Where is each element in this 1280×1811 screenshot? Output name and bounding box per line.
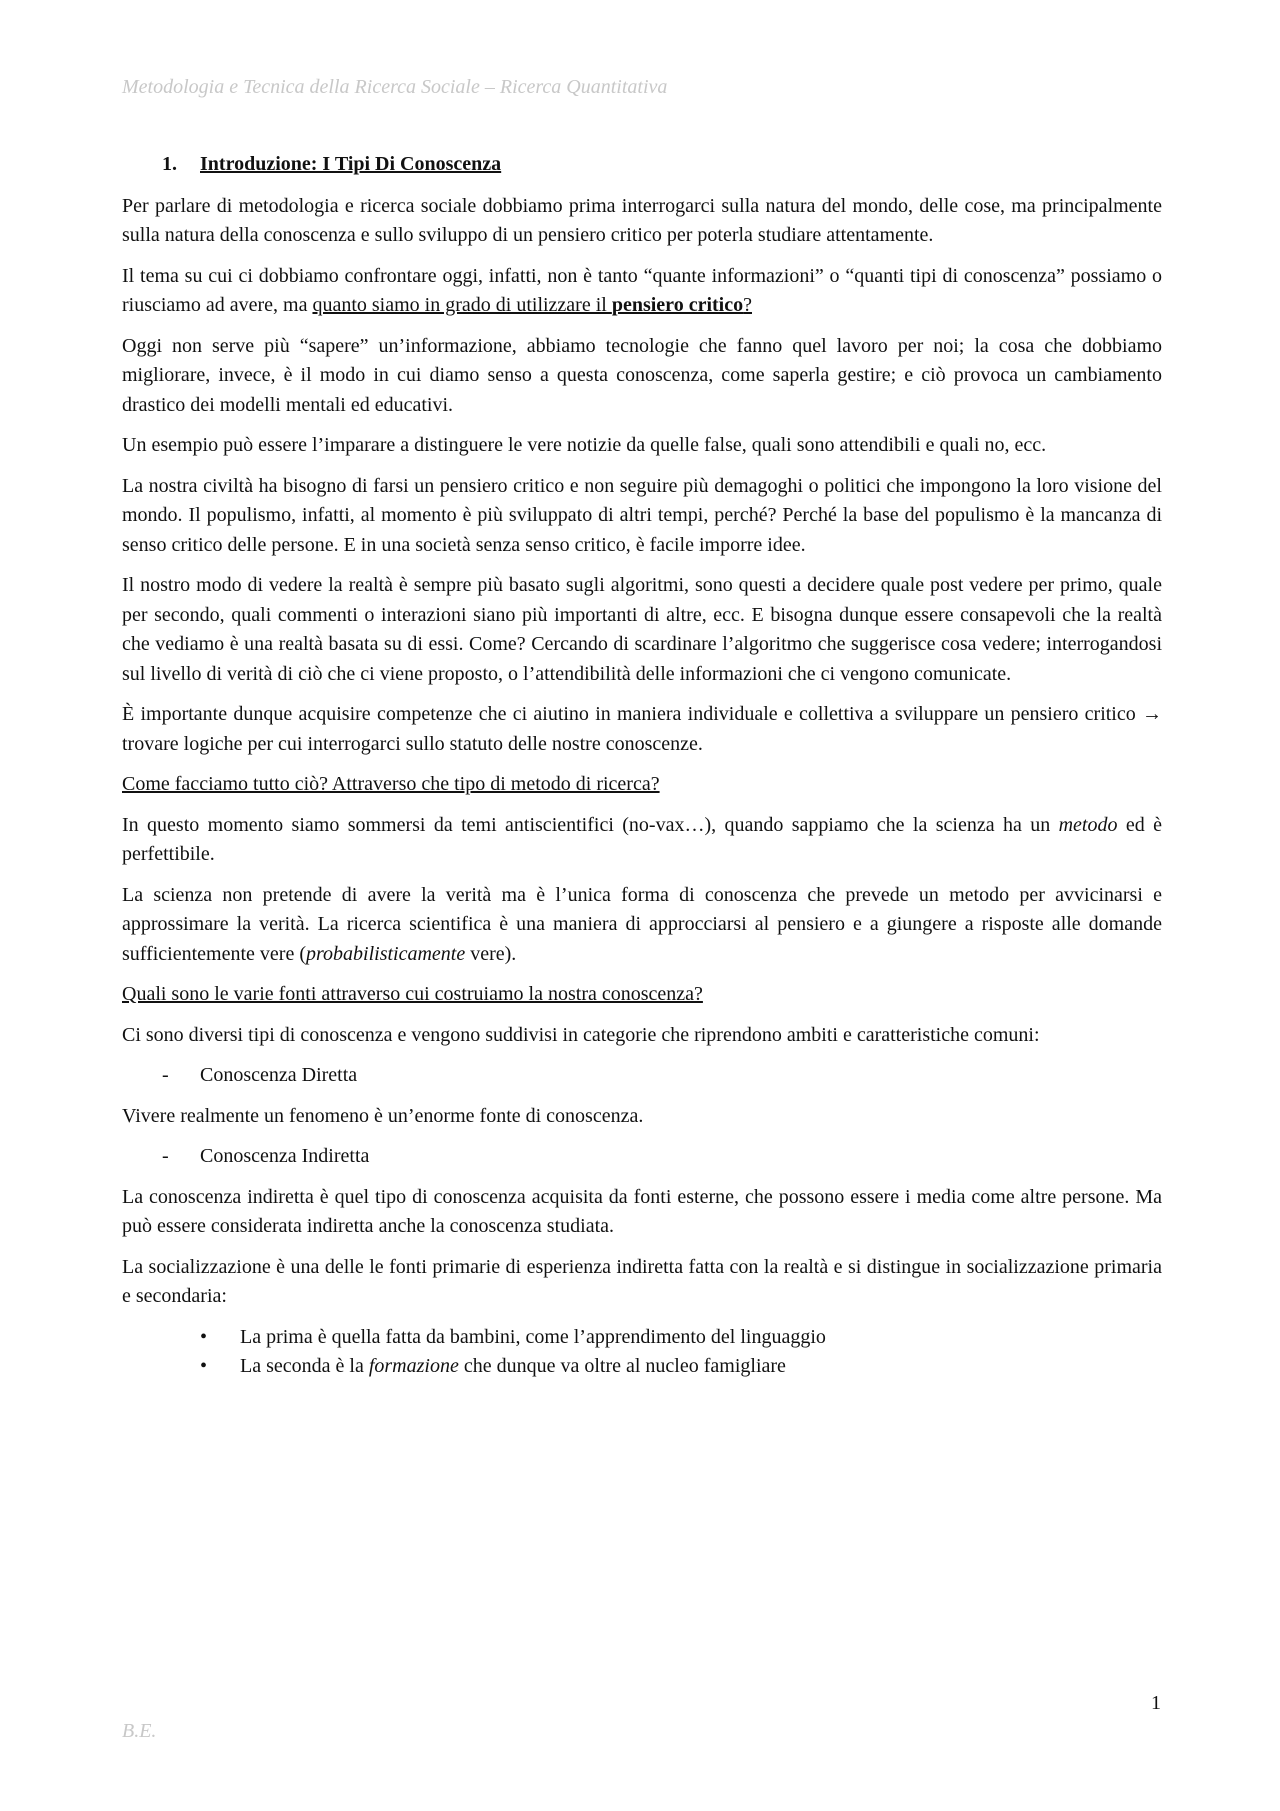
dash-marker: - — [162, 1064, 169, 1086]
paragraph: La socializzazione è una delle le fonti primarie di esperienza indiretta fatta con la realtà e si distingue in socializzazione primaria e secondaria: — [122, 1255, 1162, 1307]
bullet-list — [122, 1323, 1162, 1382]
section-title: Introduzione: I Tipi Di Conoscenza — [200, 153, 502, 175]
paragraph: Il tema su cui ci dobbiamo confrontare oggi, infatti, non è tanto “quante informazioni” o “quanti tipi di conoscenza” possiamo o riusciamo ad avere, ma quanto siamo in grado di utilizzare il pensiero critico? — [122, 264, 1162, 316]
paragraph: La nostra civiltà ha bisogno di farsi un pensiero critico e non seguire più demagoghi o politici che impongono la loro visione del mondo. Il populismo, infatti, al momento è più sviluppato di altri tempi, perché? Perché la base del populismo è la mancanza di senso critico delle persone. E in una società senza senso critico, è facile imporre idee. — [122, 474, 1162, 556]
page-number: 1 — [1151, 1692, 1161, 1714]
dash-list-item: - Conoscenza Indiretta — [122, 1142, 1162, 1172]
paragraph: Un esempio può essere l’imparare a distinguere le vere notizie da quelle false, quali sono attendibili e quali no, ecc. — [122, 434, 1047, 456]
page-header: Metodologia e Tecnica della Ricerca Sociale – Ricerca Quantitativa — [122, 76, 668, 98]
paragraph: Oggi non serve più “sapere” un’informazione, abbiamo tecnologie che fanno quel lavoro per noi; la cosa che dobbiamo migliorare, invece, è il modo in cui diamo senso a questa conoscenza, come saperla gestire; e ciò provoca un cambiamento drastico dei modelli mentali ed educativi. — [122, 334, 1162, 416]
bullet-icon: • — [200, 1355, 208, 1377]
bullet-icon: • — [200, 1325, 208, 1348]
paragraph: Vivere realmente un fenomeno è un’enorme fonte di conoscenza. — [122, 1104, 644, 1127]
list-item: • La prima è quella fatta da bambini, come l’apprendimento del linguaggio — [122, 1323, 1162, 1353]
section-heading — [122, 150, 1162, 180]
paragraph: La conoscenza indiretta è quel tipo di conoscenza acquisita da fonti esterne, che possono essere i media come altre persone. Ma può essere considerata indiretta anche la conoscenza studiata. — [122, 1185, 1162, 1237]
paragraph: Ci sono diversi tipi di conoscenza e vengono suddivisi in categorie che riprendono ambiti e caratteristiche comuni: — [122, 1023, 1040, 1046]
dash-list-item: - Conoscenza Diretta — [122, 1061, 1162, 1091]
page-footer: B.E. — [122, 1720, 157, 1742]
list-item: • La seconda è la formazione che dunque va oltre al nucleo famigliare — [122, 1352, 1162, 1382]
question-heading: Quali sono le varie fonti attraverso cui costruiamo la nostra conoscenza? — [122, 983, 703, 1005]
paragraph: Per parlare di metodologia e ricerca sociale dobbiamo prima interrogarci sulla natura del mondo, delle cose, ma principalmente sulla natura della conoscenza e sullo sviluppo di un pensiero critico per poterla studiare attentamente. — [122, 194, 1162, 246]
paragraph: È importante dunque acquisire competenze che ci aiutino in maniera individuale e collettiva a sviluppare un pensiero critico → trovare logiche per cui interrogarci sullo statuto delle nostre conoscenze. — [122, 703, 1162, 755]
section-number: 1. — [162, 153, 177, 175]
paragraph: Il nostro modo di vedere la realtà è sempre più basato sugli algoritmi, sono questi a decidere quale post vedere per primo, quale per secondo, quali commenti o interazioni siano più importanti di altre, ecc. E bisogna dunque essere consapevoli che la realtà che vediamo è una realtà basata su di essi. Come? Cercando di scardinare l’algoritmo che suggerisce cosa vedere; interrogandosi sul livello di verità di ciò che ci viene proposto, o l’attendibilità delle informazioni che ci vengono comunicate. — [122, 574, 1162, 685]
dash-marker: - — [162, 1145, 169, 1167]
page-content — [122, 150, 1162, 1382]
paragraph: La scienza non pretende di avere la verità ma è l’unica forma di conoscenza che prevede un metodo per avvicinarsi e approssimare la verità. La ricerca scientifica è una maniera di approcciarsi al pensiero e a giungere a risposte alle domande sufficientemente vere (probabilisticamente vere). — [122, 883, 1162, 965]
question-heading: Come facciamo tutto ciò? Attraverso che tipo di metodo di ricerca? — [122, 773, 660, 795]
paragraph: In questo momento siamo sommersi da temi antiscientifici (no-vax…), quando sappiamo che la scienza ha un metodo ed è perfettibile. — [122, 813, 1162, 865]
